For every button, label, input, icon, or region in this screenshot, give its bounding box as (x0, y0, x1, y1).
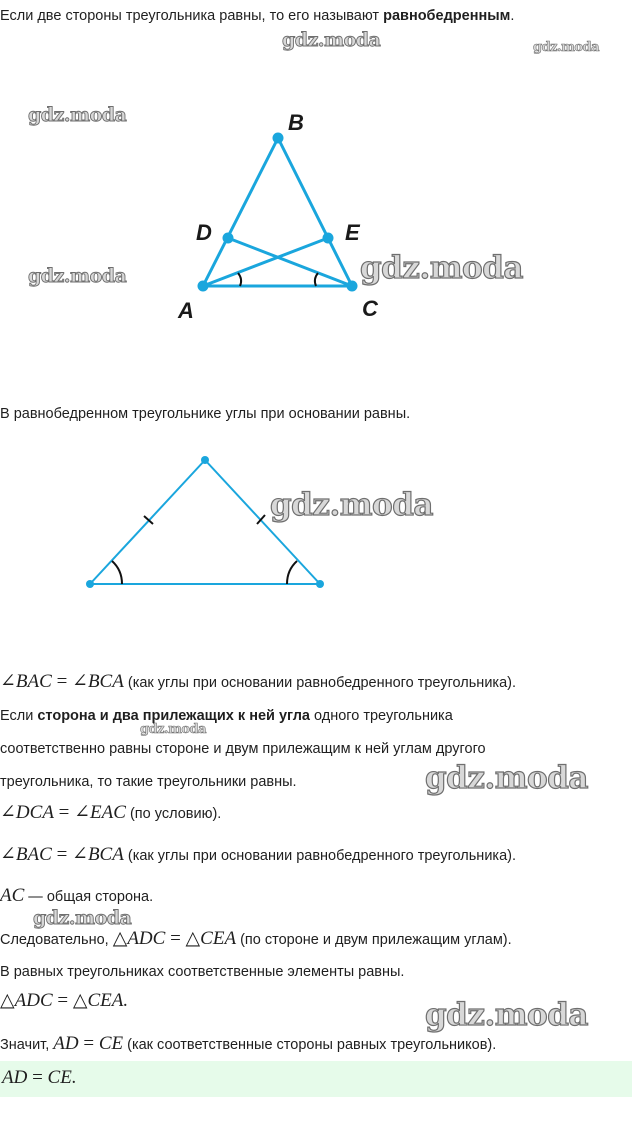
side-left (90, 460, 205, 584)
isosceles-triangle-figure (0, 450, 632, 600)
point-c (347, 281, 358, 292)
statement-reason: (по условию). (125, 806, 222, 822)
math-expression: AC (0, 885, 25, 906)
statement-base-angles-2 (0, 845, 516, 866)
segment-cd (228, 238, 352, 286)
theorem-line-2: соответственно равны стороне и двум прилежащим к ней углам другого (0, 741, 486, 757)
statement-common-side (0, 886, 153, 907)
angle-mark-right (287, 561, 297, 584)
intro-definition (0, 6, 514, 26)
statement-triangles-equal-repeat (0, 991, 128, 1012)
label-a: A (178, 298, 194, 323)
math-expression: ∠BAC = ∠BCA (0, 844, 124, 865)
watermark: gdz.moda (270, 487, 433, 523)
statement-conclusion: Значит, AD = CE (как соответственные стороны равных треугольников). (0, 1033, 497, 1054)
vertex-right (316, 580, 324, 588)
intro-bold-term: равнобедренным (383, 8, 511, 24)
watermark: gdz.moda (425, 997, 588, 1033)
theorem-line-3: треугольника, то такие треугольники равны. (0, 774, 297, 790)
watermark: gdz.moda (28, 265, 127, 287)
watermark: gdz.moda (425, 760, 588, 796)
statement-reason: (как углы при основании равнобедренного треугольника). (123, 848, 517, 864)
point-a (198, 281, 209, 292)
answer-expression: AD = CE. (2, 1067, 77, 1088)
angle-mark-left (112, 561, 122, 584)
point-e (323, 233, 334, 244)
segment-ae (203, 238, 328, 286)
property-base-angles: В равнобедренном треугольнике углы при основании равны. (0, 406, 411, 422)
label-c: C (362, 296, 378, 321)
label-e: E (345, 220, 360, 245)
point-d (223, 233, 234, 244)
label-d: D (196, 220, 212, 245)
theorem-bold-term: сторона и два прилежащих к ней угла (37, 708, 310, 724)
statement-reason: (как углы при основании равнобедренного треугольника). (123, 675, 517, 691)
label-b: B (288, 110, 304, 135)
watermark: gdz.moda (33, 907, 132, 929)
vertex-top (201, 456, 209, 464)
watermark: gdz.moda (360, 250, 523, 286)
watermark: gdz.moda (28, 104, 127, 126)
angle-mark-dca (315, 273, 318, 286)
vertex-left (86, 580, 94, 588)
side-ab (203, 138, 278, 286)
statement-given (0, 803, 221, 824)
side-bc (278, 138, 352, 286)
point-b (273, 133, 284, 144)
math-expression: △ADC = △CEA. (0, 990, 129, 1011)
triangle-abc-figure (0, 100, 632, 330)
angle-mark-eac (238, 273, 241, 286)
math-expression: △ADC = △CEA (112, 928, 237, 949)
answer-box (0, 1061, 632, 1097)
statement-reason: — общая сторона. (24, 889, 154, 905)
statement-base-angles-1 (0, 672, 516, 693)
statement-corresponding-elements: В равных треугольниках соответственные элементы равны. (0, 964, 405, 980)
side-right (205, 460, 320, 584)
statement-reason: (по стороне и двум прилежащим углам). (236, 932, 512, 948)
math-expression: AD = CE (53, 1033, 124, 1054)
intro-period: . (510, 8, 515, 24)
watermark: gdz.moda (282, 29, 381, 51)
statement-triangles-equal: Следовательно, △ADC = △CEA (по стороне и двум прилежащим углам). (0, 928, 512, 949)
math-expression: ∠BAC = ∠BCA (0, 671, 124, 692)
watermark: gdz.moda (533, 40, 600, 55)
watermark: gdz.moda (140, 722, 207, 737)
intro-text: Если две стороны треугольника равны, то его называют (0, 8, 384, 24)
statement-reason: (как соответственные стороны равных треугольников). (123, 1037, 497, 1053)
math-expression: ∠DCA = ∠EAC (0, 802, 126, 823)
theorem-line-1: Если сторона и два прилежащих к ней угла одного треугольника (0, 708, 453, 724)
